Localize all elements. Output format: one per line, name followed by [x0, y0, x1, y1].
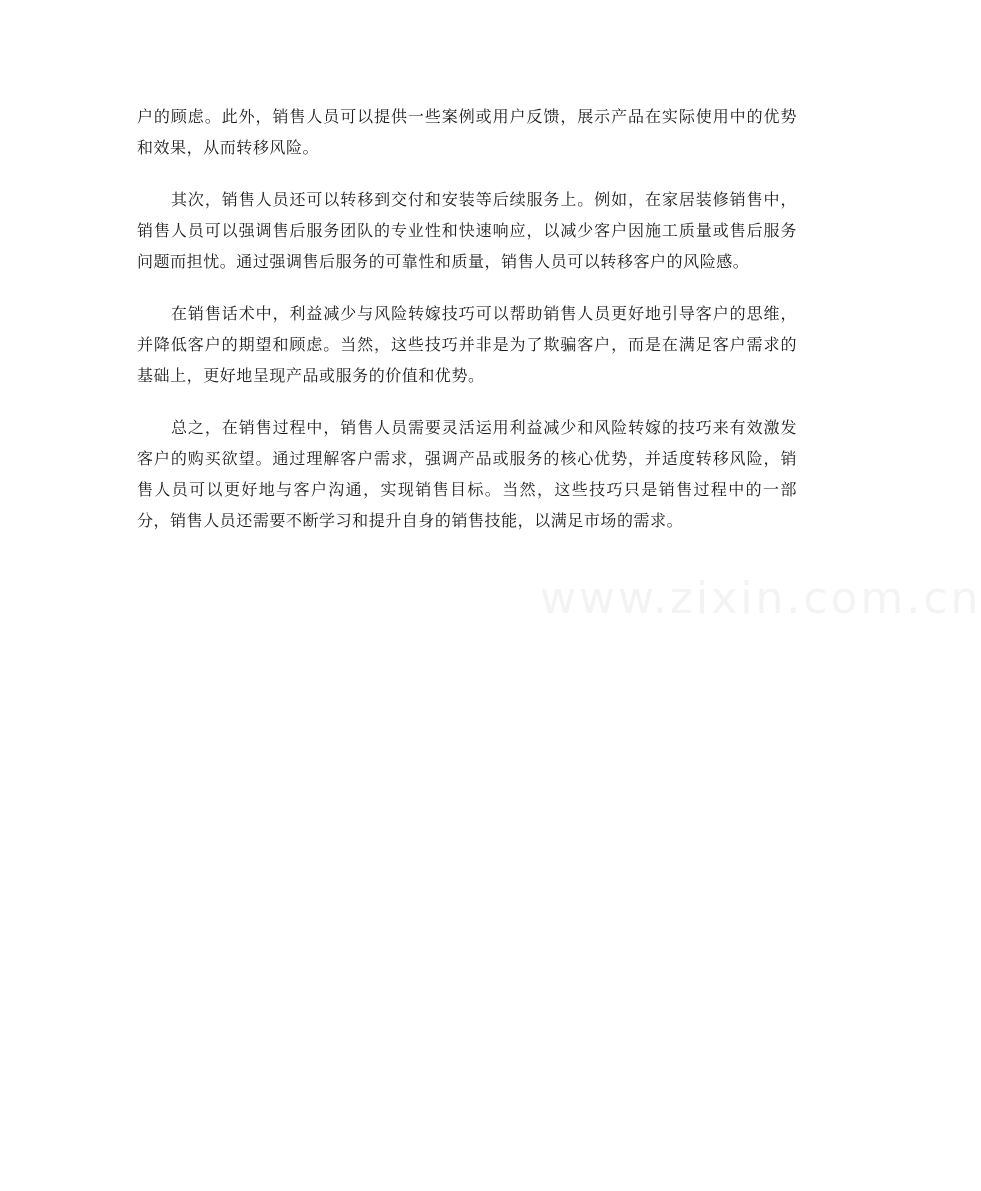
paragraph: 其次，销售人员还可以转移到交付和安装等后续服务上。例如，在家居装修销售中，销售人员可以强调售后服务团队的专业性和快速响应，以减少客户因施工质量或售后服务问题而担忧。通过强调售后服务的可靠性和质量，销售人员可以转移客户的风险感。 [137, 190, 797, 271]
paragraph: 总之，在销售过程中，销售人员需要灵活运用利益减少和风险转嫁的技巧来有效激发客户的购买欲望。通过理解客户需求，强调产品或服务的核心优势，并适度转移风险，销售人员可以更好地与客户沟通，实现销售目标。当然，这些技巧只是销售过程中的一部分，销售人员还需要不断学习和提升自身的销售技能，以满足市场的需求。 [137, 418, 797, 530]
paragraph: 在销售话术中，利益减少与风险转嫁技巧可以帮助销售人员更好地引导客户的思维，并降低客户的期望和顾虑。当然，这些技巧并非是为了欺骗客户，而是在满足客户需求的基础上，更好地呈现产品或服务的价值和优势。 [137, 304, 797, 385]
document-body [137, 101, 797, 557]
watermark-text: www.zixin.com.cn [540, 573, 981, 624]
paragraph-continuation: 户的顾虑。此外，销售人员可以提供一些案例或用户反馈，展示产品在实际使用中的优势和效果，从而转移风险。 [137, 107, 797, 157]
